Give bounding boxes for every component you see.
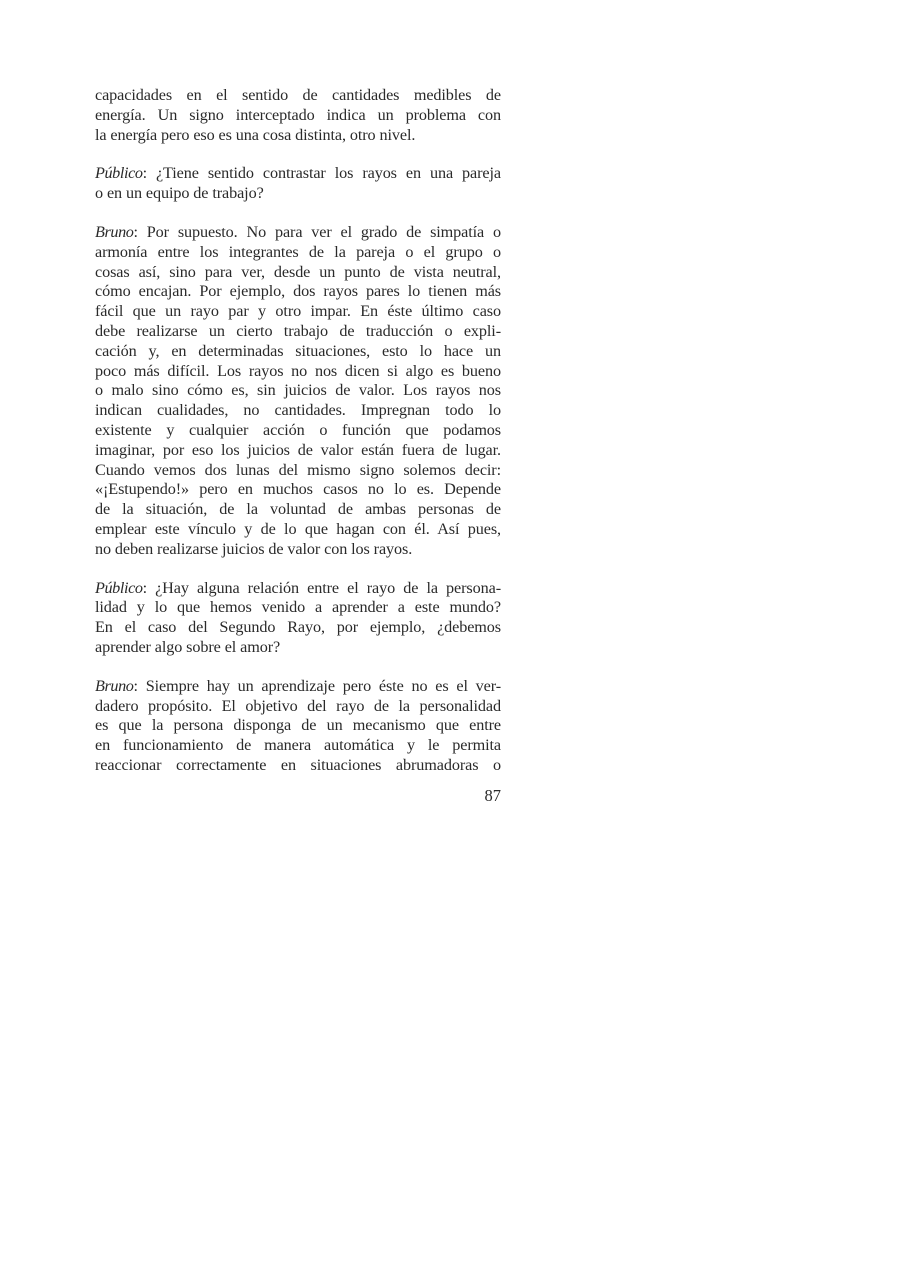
text-run: : ¿Tiene sentido contrastar los rayos en una pareja bbox=[142, 164, 501, 183]
text-run: : ¿Hay alguna relación entre el rayo de la persona- bbox=[142, 578, 501, 597]
text-line: o malo sino cómo es, sin juicios de valor. Los rayos nos bbox=[95, 381, 501, 400]
paragraph-publico-question-1 bbox=[95, 164, 501, 204]
text-line: emplear este vínculo y de lo que hagan con él. Así pues, bbox=[95, 519, 501, 538]
text-line: no deben realizarse juicios de valor con los rayos. bbox=[95, 539, 413, 558]
text-line bbox=[95, 164, 501, 184]
paragraph-bruno-answer-2 bbox=[95, 677, 501, 776]
speaker-label: Público bbox=[95, 578, 143, 597]
text-line: energía. Un signo interceptado indica un problema con bbox=[95, 105, 501, 124]
text-line: imaginar, por eso los juicios de valor están fuera de lugar. bbox=[95, 440, 501, 459]
text-line: indican cualidades, no cantidades. Impregnan todo lo bbox=[95, 401, 501, 420]
text-line bbox=[95, 579, 501, 599]
text-line: en funcionamiento de manera automática y le permita bbox=[95, 736, 501, 755]
text-line: armonía entre los integrantes de la pareja o el grupo o bbox=[95, 242, 501, 261]
book-page-text bbox=[95, 86, 501, 795]
paragraph-continuation bbox=[95, 86, 501, 145]
text-line: En el caso del Segundo Rayo, por ejemplo, ¿debemos bbox=[95, 618, 501, 637]
text-line: aprender algo sobre el amor? bbox=[95, 637, 281, 656]
text-line: Cuando vemos dos lunas del mismo signo solemos decir: bbox=[95, 460, 501, 479]
text-line: cación y, en determinadas situaciones, esto lo hace un bbox=[95, 341, 501, 360]
text-line: es que la persona disponga de un mecanismo que entre bbox=[95, 716, 501, 735]
text-line: existente y cualquier acción o función que podamos bbox=[95, 420, 501, 439]
text-line: dadero propósito. El objetivo del rayo de la personalidad bbox=[95, 696, 501, 715]
text-line: cosas así, sino para ver, desde un punto de vista neutral, bbox=[95, 262, 501, 281]
text-line: cómo encajan. Por ejemplo, dos rayos pares lo tienen más bbox=[95, 282, 501, 301]
text-line: debe realizarse un cierto trabajo de traducción o expli- bbox=[95, 321, 501, 340]
paragraph-bruno-answer-1 bbox=[95, 223, 501, 560]
text-line: de la situación, de la voluntad de ambas personas de bbox=[95, 500, 501, 519]
speaker-label: Bruno bbox=[95, 222, 134, 241]
text-run: : Por supuesto. No para ver el grado de simpatía o bbox=[133, 222, 501, 241]
speaker-label: Bruno bbox=[95, 676, 134, 695]
text-line: poco más difícil. Los rayos no nos dicen si algo es bueno bbox=[95, 361, 501, 380]
page-number: 87 bbox=[484, 786, 501, 805]
text-line bbox=[95, 223, 501, 243]
text-line: o en un equipo de trabajo? bbox=[95, 184, 264, 203]
paragraph-publico-question-2 bbox=[95, 579, 501, 658]
text-line: reaccionar correctamente en situaciones abrumadoras o bbox=[95, 755, 501, 774]
text-line bbox=[95, 677, 501, 697]
text-line: la energía pero eso es una cosa distinta, otro nivel. bbox=[95, 125, 416, 144]
text-line: capacidades en el sentido de cantidades medibles de bbox=[95, 86, 501, 104]
text-line: fácil que un rayo par y otro impar. En éste último caso bbox=[95, 302, 501, 321]
text-run: : Siempre hay un aprendizaje pero éste no es el ver- bbox=[133, 676, 501, 695]
text-line: «¡Estupendo!» pero en muchos casos no lo es. Depende bbox=[95, 480, 501, 499]
speaker-label: Público bbox=[95, 164, 143, 183]
text-line: lidad y lo que hemos venido a aprender a este mundo? bbox=[95, 598, 501, 617]
